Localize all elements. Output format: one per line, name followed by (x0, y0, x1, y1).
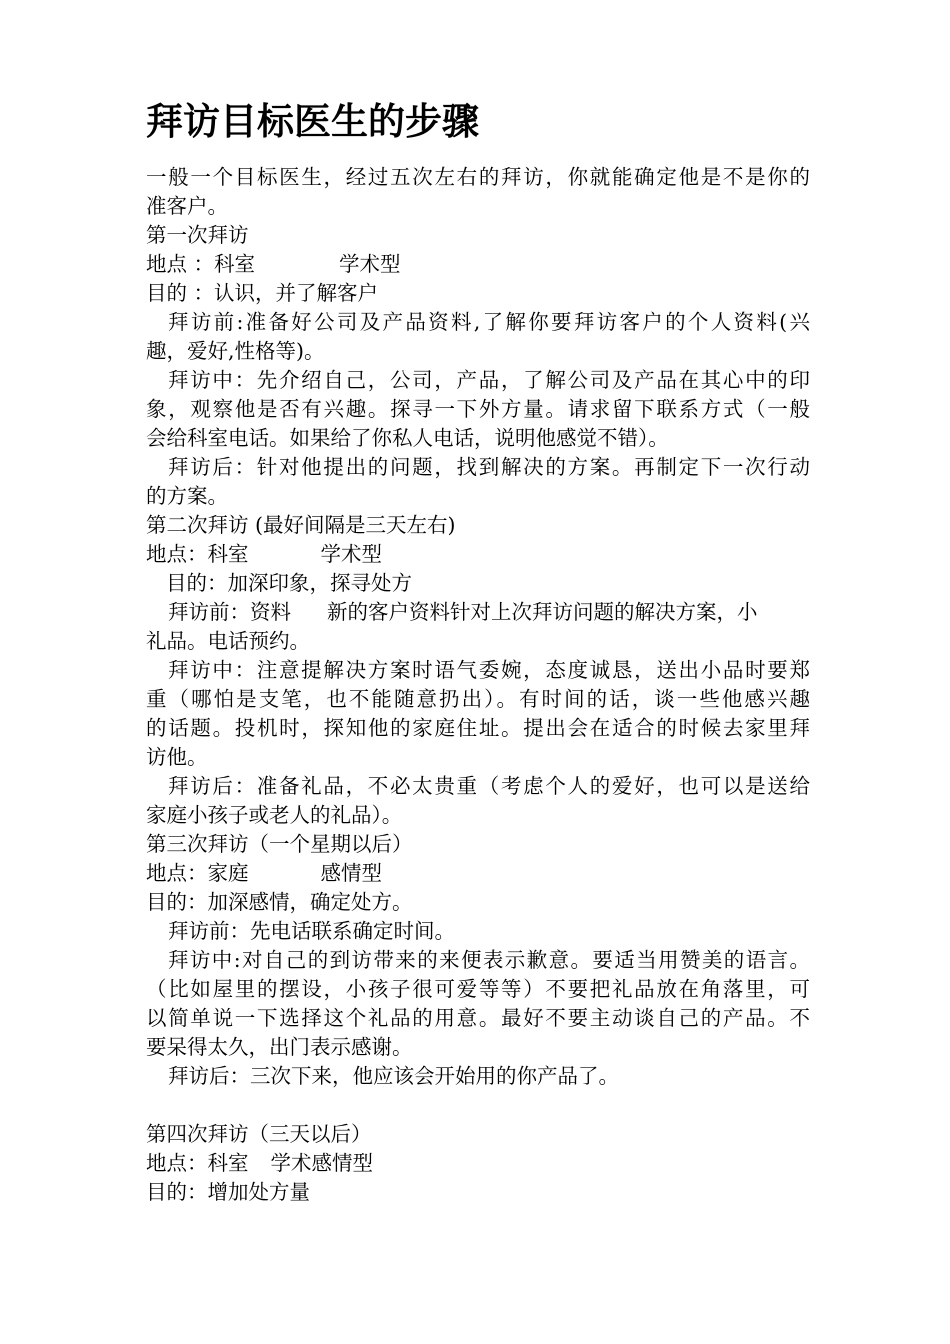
paragraph-line: 重（哪怕是支笔，也不能随意扔出）。有时间的话，谈一些他感兴趣 (146, 687, 810, 711)
section-heading: 第一次拜访 (146, 223, 249, 247)
paragraph-line: 拜访中：先介绍自己，公司，产品，了解公司及产品在其心中的印 (168, 368, 810, 392)
paragraph-line: 准客户。 (146, 194, 228, 218)
paragraph-line: 趣，爱好,性格等)。 (146, 339, 325, 363)
paragraph-line: 家庭小孩子或老人的礼品）。 (146, 803, 403, 827)
paragraph-line: 一般一个目标医生，经过五次左右的拜访，你就能确定他是不是你的 (146, 165, 810, 189)
visit-type: 学术感情型 (270, 1151, 373, 1175)
location-line (146, 250, 810, 279)
section-heading: 第三次拜访（一个星期以后） (146, 832, 413, 856)
paragraph-line: 拜访后：准备礼品，不必太贵重（考虑个人的爱好，也可以是送给 (168, 774, 810, 798)
before-text: 新的客户资料针对上次拜访问题的解决方案，小 (327, 600, 758, 624)
paragraph-line: 拜访前:准备好公司及产品资料,了解你要拜访客户的个人资料(兴 (168, 310, 810, 334)
location-line (146, 859, 810, 888)
document-title: 拜访目标医生的步骤 (146, 100, 479, 143)
paragraph-line (146, 598, 810, 627)
location-label: 地点 ：科室 (146, 252, 256, 276)
location-label: 地点：科室 (146, 542, 249, 566)
paragraph-line: 拜访中:对自己的到访带来的来便表示歉意。要适当用赞美的语言。 (168, 948, 810, 972)
paragraph-line: 的话题。投机时，探知他的家庭住址。提出会在适合的时候去家里拜 (146, 716, 810, 740)
paragraph-line: 访他。 (146, 745, 208, 769)
purpose-line: 目的 ：认识，并了解客户 (146, 281, 379, 305)
paragraph-line: 礼品。电话预约。 (146, 629, 310, 653)
paragraph-line: 拜访后：针对他提出的问题，找到解决的方案。再制定下一次行动 (168, 455, 810, 479)
visit-type: 感情型 (320, 861, 382, 885)
before-label: 拜访前：资料 (168, 600, 291, 624)
blank-line (146, 1091, 810, 1120)
purpose-line: 目的：增加处方量 (146, 1180, 310, 1204)
paragraph-line: 的方案。 (146, 484, 228, 508)
section-heading: 第二次拜访 (最好间隔是三天左右) (146, 513, 456, 537)
purpose-line: 目的：加深感情，确定处方。 (146, 890, 413, 914)
paragraph-line: 象，观察他是否有兴趣。探寻一下外方量。请求留下联系方式（一般 (146, 397, 810, 421)
paragraph-line: 要呆得太久，出门表示感谢。 (146, 1035, 413, 1059)
paragraph-line: 以简单说一下选择这个礼品的用意。最好不要主动谈自己的产品。不 (146, 1006, 810, 1030)
document-body (146, 163, 810, 1207)
section-heading: 第四次拜访（三天以后） (146, 1122, 372, 1146)
location-line (146, 1149, 810, 1178)
location-label: 地点：科室 (146, 1151, 249, 1175)
paragraph-line: 拜访前：先电话联系确定时间。 (168, 919, 455, 943)
location-line (146, 540, 810, 569)
paragraph-line: 会给科室电话。如果给了你私人电话，说明他感觉不错）。 (146, 426, 669, 450)
paragraph-line: （比如屋里的摆设，小孩子很可爱等等）不要把礼品放在角落里，可 (146, 977, 810, 1001)
paragraph-line: 拜访中：注意提解决方案时语气委婉，态度诚恳，送出小品时要郑 (168, 658, 810, 682)
purpose-line: 目的：加深印象，探寻处方 (166, 571, 412, 595)
paragraph-line: 拜访后：三次下来，他应该会开始用的你产品了。 (168, 1064, 619, 1088)
location-label: 地点：家庭 (146, 861, 249, 885)
visit-type: 学术型 (320, 542, 382, 566)
visit-type: 学术型 (339, 252, 401, 276)
